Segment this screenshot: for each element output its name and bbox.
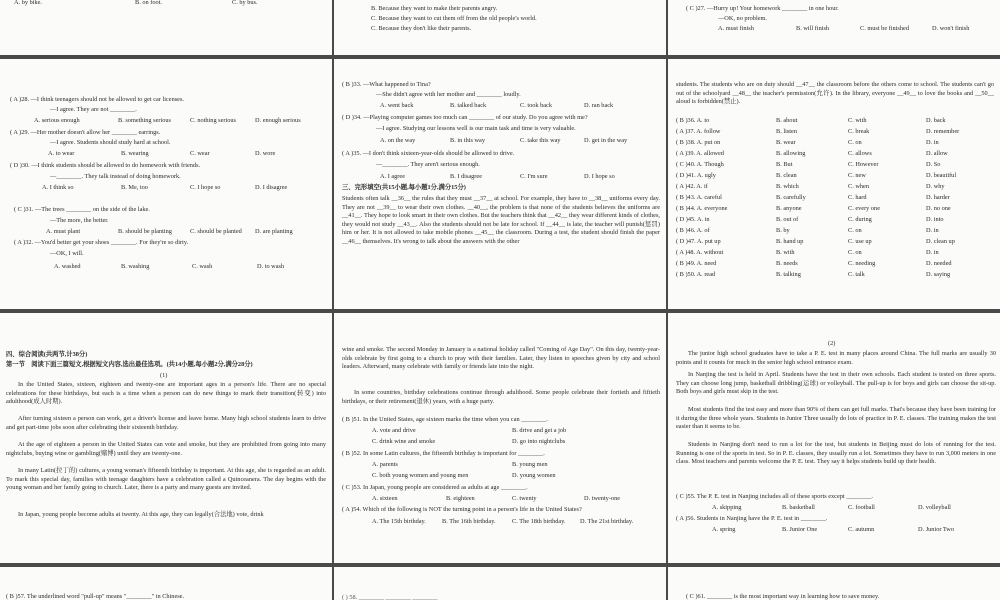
question: ( A )56. Students in Nanjing have the P. E. test in ________. — [676, 515, 828, 522]
option-c: C. with — [848, 117, 867, 124]
option-a: A. went back — [380, 102, 414, 109]
question: ( A )54. Which of the following is NOT the turning point in a person's life in the United States? — [342, 506, 582, 513]
paragraph: After turning sixteen a person can work, get a driver's license and leave home. Many high school students learn to drive and get part-time jobs soon after celebrating their sixteenth birthday. — [6, 415, 326, 431]
option-b: B. should be planting — [118, 228, 172, 235]
option-row: ( C )40. A. Though — [676, 161, 724, 168]
option-row: ( B )46. A. of — [676, 227, 710, 234]
option-d: D. The 21st birthday. — [580, 518, 634, 525]
option-c: C. twenty — [512, 495, 537, 502]
option-b: B. washing — [121, 263, 150, 270]
option-d: D. back — [926, 117, 946, 124]
option-b: B. Junior One — [782, 526, 818, 533]
slide-tile — [334, 0, 666, 55]
option-a: A. spring — [712, 526, 736, 533]
option-a: A. skipping — [712, 504, 742, 511]
paragraph: wine and smoke. The second Monday in January is a national holiday called "Coming of Age Day". On this day, twenty-year-olds celebrate by first going to a church to pray with their families. Later, they listen to speeches given by city and school leaders. Afterward, many celebrate with family or friends late into the night. — [342, 346, 660, 371]
option-d: D. get in the way — [584, 137, 628, 144]
option-d: D. young women — [512, 472, 556, 479]
question: ( A )32. —You'd better get your shoes ________. For they're so dirty. — [14, 239, 189, 246]
option-row: ( A )39. A. allowed — [676, 150, 724, 157]
option-d: D. So — [926, 161, 941, 168]
option-b: B. anyone — [776, 205, 802, 212]
option-b: B. drive and get a job — [512, 427, 567, 434]
option-b: B. wear — [776, 139, 796, 146]
option-row: ( A )42. A. if — [676, 183, 708, 190]
option-d: D. Junior Two — [918, 526, 955, 533]
option-b: B. about — [776, 117, 798, 124]
option-c: C. by bus. — [232, 0, 258, 6]
option-b: B. talking — [776, 271, 801, 278]
option-d: D. needed — [926, 260, 952, 267]
option-d: D. ran back — [584, 102, 614, 109]
slide-tile — [334, 567, 666, 600]
option-c: C. nothing serious — [190, 117, 237, 124]
question-reply: —I agree. They are not ________. — [50, 106, 137, 113]
slide-tile — [334, 59, 666, 309]
slide-tile — [668, 567, 1000, 600]
option-a: A. vote and drive — [372, 427, 416, 434]
option-b: B. But — [776, 161, 793, 168]
option-row: ( B )44. A. everyone — [676, 205, 728, 212]
slide-tile — [334, 313, 666, 563]
option-row: ( B )49. A. need — [676, 260, 717, 267]
option-b: B. by — [776, 227, 790, 234]
paragraph: Most students find the test easy and more than 90% of them can get full marks. That's because they have been training for it during the three whole years. Students in Junior Three usually do lots of practice in P. E. classes. The training makes the test easier than it seems to be. — [676, 406, 996, 431]
option-c: C. must be finished — [860, 25, 909, 32]
question: ( C )55. The P. E. test in Nanjing includes all of these sports except ________. — [676, 493, 873, 500]
option-a: A. must finish — [718, 25, 754, 32]
option-row: ( A )48. A. without — [676, 249, 724, 256]
option-c: C. during — [848, 216, 872, 223]
option-c: C. talk — [848, 271, 865, 278]
paragraph: At the age of eighteen a person in the United States can vote and smoke, but they are prohibited from going into many nightclubs, buying wine or gambling(赌博) until they are twenty-one. — [6, 441, 326, 457]
section-instructions: 第一节 阅读下面三篇短文,根据短文内容,选出最佳选项。(共14小题,每小题2分,满分28分) — [6, 361, 253, 368]
option-a: A. on the way — [380, 137, 416, 144]
option-d: D. harder — [926, 194, 950, 201]
option-a: A. I agree — [380, 173, 405, 180]
question-reply: —________. They talk instead of doing homework. — [50, 173, 181, 180]
slide-tile — [0, 567, 332, 600]
slide-tile — [668, 313, 1000, 563]
option-c: C. break — [848, 128, 870, 135]
option-c: C. took back — [520, 102, 553, 109]
question-reply: —The more, the better. — [50, 217, 109, 224]
option-b: B. listen — [776, 128, 797, 135]
option-d: D. no one — [926, 205, 951, 212]
slide-tile — [0, 0, 332, 55]
option-c: C. football — [848, 504, 875, 511]
option-d: D. twenty-one — [584, 495, 621, 502]
option-d: D. to wash — [257, 263, 285, 270]
option-d: D. volleyball — [918, 504, 951, 511]
paragraph: Students in Nanjing don't need to run a lot for the test, but students in Beijing must do lots of running for the test. Running is one of the sports in test. So in P. E. classes, they usually run a lot. Sometimes they have to run 3,000 meters in one class. Most teachers and parents welcome the P. E. test. They say it helps students build up their health. — [676, 441, 996, 466]
option-c: C. use up — [848, 238, 872, 245]
option-d: D. enough serious — [255, 117, 301, 124]
question: ( B )52. In some Latin cultures, the fifteenth birthday is important for ________. — [342, 450, 545, 457]
option-b: B. eighteen — [446, 495, 475, 502]
question: ( B )57. The underlined word "pull-up" means "________" in Chinese. — [6, 593, 185, 600]
passage: students. The students who are on duty should __47__ the classroom before the others come to school. The students can't go out of the schoolyard __48__ the teacher's permission(允许). In the library, everyone __49__ to love the books and __50__ aloud is forbidden(禁止). — [676, 81, 994, 106]
question: ( D )34. —Playing computer games too much can ________ of our study. Do you agree with me? — [342, 114, 588, 121]
option-c: C. However — [848, 161, 879, 168]
option-a: A. The 15th birthday. — [372, 518, 426, 525]
option-c: C. new — [848, 172, 866, 179]
question: ( ) 58. ________ ________ ________ — [342, 594, 438, 600]
option-d: D. allow — [926, 150, 948, 157]
option-d: D. I disagree — [255, 184, 288, 191]
option-d: D. remember — [926, 128, 960, 135]
option-d: D. saying — [926, 271, 951, 278]
option-c: C. when — [848, 183, 869, 190]
slide-tile — [668, 0, 1000, 55]
option-a: A. parents — [372, 461, 398, 468]
slide-tile — [668, 59, 1000, 309]
question: ( C )27. —Hurry up! Your homework ________ in one hour. — [686, 5, 839, 12]
option-b: B. hand up — [776, 238, 804, 245]
option-c: C. wear — [190, 150, 210, 157]
option-a: A. to wear — [48, 150, 75, 157]
option-b: B. clean — [776, 172, 797, 179]
option-d: D. wore — [255, 150, 276, 157]
paragraph: In Japan, young people become adults at twenty. At this age, they can legally(合法地) vote, drink — [18, 511, 264, 518]
option-b: B. out of — [776, 216, 799, 223]
question-reply: —OK, no problem. — [718, 15, 767, 22]
question-reply: —I agree. Students should study hard at school. — [50, 139, 171, 146]
option-c: C. every one — [848, 205, 880, 212]
passage-number: (2) — [828, 340, 836, 347]
paragraph: The junior high school graduates have to take a P. E. test in many places around China. The full marks are usually 30 points and it counts for much in the senior high school entrance exam. — [676, 350, 996, 366]
option-line: C. Because they want to cut them off from the old people's world. — [371, 15, 537, 22]
option-row: ( A )37. A. follow — [676, 128, 721, 135]
option-b: B. will finish — [796, 25, 830, 32]
option-b: B. basketball — [782, 504, 815, 511]
question: ( A )35. —I don't think sixteen-year-olds should be allowed to drive. — [342, 150, 515, 157]
option-b: B. something serious — [118, 117, 171, 124]
slide-tile — [0, 59, 332, 309]
option-row: ( B )50. A. read — [676, 271, 716, 278]
paragraph: In many Latin(拉丁的) cultures, a young woman's fifteenth birthday is important. At this age, she is regarded as an adult. To mark this special day, families with teenage daughters have a celebration called a Quinceanera. The day begins with the young woman and her family going to church. Later, there is a party and many guests are invited. — [6, 467, 326, 492]
option-c: C. allows — [848, 150, 872, 157]
option-d: D. why — [926, 183, 945, 190]
option-c: C. needing — [848, 260, 876, 267]
option-c: C. autumn — [848, 526, 875, 533]
question: ( C )53. In Japan, young people are considered as adults at age ________. — [342, 484, 528, 491]
option-row: ( B )38. A. put on — [676, 139, 721, 146]
option-d: D. in — [926, 139, 939, 146]
option-c: C. drink wine and smoke — [372, 438, 436, 445]
option-d: D. are planting — [255, 228, 293, 235]
paragraph: In Nanjing the test is held in April. Students have the test in their own schools. Each student is tested on three sports. They can choose long jump, basketball dribbling(运球) or volleyball. The pull-up is for boys and girls can choose the sit-up. Both boys and girls must skip in the test. — [676, 371, 996, 396]
section-heading: 四、综合阅读(共两节,计38分) — [6, 351, 88, 358]
option-row: ( B )36. A. to — [676, 117, 710, 124]
question: ( A )28. —I think teenagers should not be allowed to get car licenses. — [10, 96, 184, 103]
option-row: ( B )43. A. careful — [676, 194, 722, 201]
option-d: D. I hope so — [584, 173, 615, 180]
option-a: A. must plant — [46, 228, 81, 235]
option-b: B. with — [776, 249, 795, 256]
question: ( C )31. —The trees ________ on the side of the lake. — [14, 206, 150, 213]
option-c: C. hard — [848, 194, 867, 201]
option-c: C. I'm sure — [520, 173, 548, 180]
question: ( B )51. In the United States, age sixteen marks the time when you can ________. — [342, 416, 549, 423]
option-c: C. should be planted — [190, 228, 242, 235]
option-b: B. young men — [512, 461, 548, 468]
option-d: D. into — [926, 216, 944, 223]
slide-tile — [0, 313, 332, 563]
option-d: D. in — [926, 249, 939, 256]
option-row: ( D )41. A. ugly — [676, 172, 716, 179]
option-b: B. on foot. — [135, 0, 162, 6]
option-b: B. talked back — [450, 102, 487, 109]
option-b: B. which — [776, 183, 799, 190]
option-d: D. won't finish — [932, 25, 970, 32]
question-reply: —She didn't agree with her mother and ________ loudly. — [376, 91, 521, 98]
option-d: D. clean up — [926, 238, 955, 245]
option-line: C. Because they don't like their parents. — [371, 25, 472, 32]
option-b: B. in this way — [450, 137, 485, 144]
option-c: C. on — [848, 139, 862, 146]
question: ( D )30. —I think students should be allowed to do homework with friends. — [10, 162, 201, 169]
passage: Students often talk __36__ the rules that they must __37__ at school. For example, they have to __38__ uniforms every day. They are not __39__ to wear their own clothes. __40__, the problem is that none of the students believes the uniforms are __41__. They hope to look smart in their own clothes. But the teachers think that __42__ they wear different kinds of clothes, they would not study __43__. Also the students should not be late for school. If __44__ is late, the teacher will punish(惩罚) him or her. It is not allowed to take mobile phones __45__ the classroom. During a test, the student should finish the paper __46__ themselves. It's wrong to talk about the answers with the other — [342, 195, 660, 245]
option-c: C. wash — [192, 263, 213, 270]
option-a: A. by bike. — [14, 0, 42, 6]
option-c: C. on — [848, 249, 862, 256]
question-reply: —OK, I will. — [50, 250, 84, 257]
option-b: B. Me, too — [121, 184, 148, 191]
question-reply: —I agree. Studying our lessons well is our main task and time is very valuable. — [376, 125, 576, 132]
option-row: ( D )47. A. put up — [676, 238, 721, 245]
option-b: B. allowing — [776, 150, 806, 157]
option-row: ( D )45. A. in — [676, 216, 710, 223]
option-b: B. I disagree — [450, 173, 482, 180]
option-d: D. in — [926, 227, 939, 234]
option-a: A. I think so — [42, 184, 74, 191]
question-reply: —________. They aren't serious enough. — [376, 161, 480, 168]
passage-number: (1) — [160, 372, 168, 379]
option-b: B. carefully — [776, 194, 806, 201]
option-line: B. Because they want to make their parents angry. — [371, 5, 498, 12]
question: ( B )33. —What happened to Tina? — [342, 81, 431, 88]
option-d: D. beautiful — [926, 172, 957, 179]
option-c: C. both young women and young men — [372, 472, 469, 479]
section-heading: 三、完形填空(共15小题,每小题1分,满分15分) — [342, 184, 466, 191]
option-b: B. needs — [776, 260, 798, 267]
paragraph: In the United States, sixteen, eighteen and twenty-one are important ages in a person's life. There are no special celebrations for these birthdays, but each is a time when a person can do new things to mark their transition(转变) into adulthood(成人时期). — [6, 381, 326, 406]
option-d: D. go into nightclubs — [512, 438, 566, 445]
option-c: C. I hope so — [190, 184, 221, 191]
option-b: B. wearing — [121, 150, 149, 157]
option-a: A. serious enough — [34, 117, 80, 124]
question: ( A )29. —Her mother doesn't allow her ________ earrings. — [10, 129, 161, 136]
option-c: C. take this way — [520, 137, 561, 144]
option-a: A. washed — [54, 263, 81, 270]
option-a: A. sixteen — [372, 495, 398, 502]
option-b: B. The 16th birthday. — [442, 518, 496, 525]
option-c: C. on — [848, 227, 862, 234]
option-c: C. The 18th birthday. — [512, 518, 566, 525]
question: ( C )61. ________ is the most important way in learning how to save money. — [686, 593, 880, 600]
paragraph: In some countries, birthday celebrations continue through adulthood. Some people celebrate their fortieth and fiftieth birthdays, or their retirement(退休) years, with a huge party. — [342, 389, 660, 405]
